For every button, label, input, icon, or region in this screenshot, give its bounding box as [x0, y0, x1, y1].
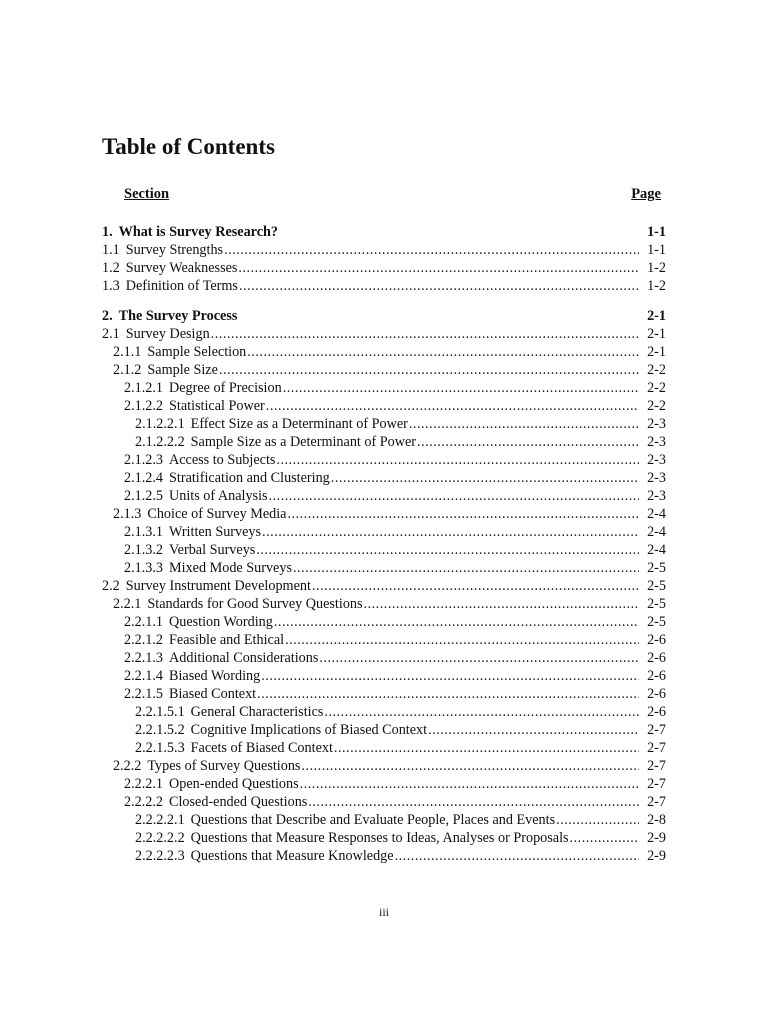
toc-entry-title: Survey Weaknesses: [125, 260, 238, 276]
toc-entry-title: Biased Wording: [169, 668, 261, 684]
toc-entry-row[interactable]: [102, 379, 666, 397]
toc-entry-title: Feasible and Ethical: [169, 632, 285, 648]
toc-entry-row[interactable]: [102, 343, 666, 361]
toc-entry-number: 2.1.2.4: [124, 470, 164, 486]
toc-entry-title: Question Wording: [169, 614, 273, 630]
toc-entry-title: General Characteristics: [190, 704, 324, 720]
toc-entry-page: 2-4: [647, 524, 666, 540]
toc-entry-page: 2-8: [647, 812, 666, 828]
page-title: Table of Contents: [102, 134, 275, 159]
toc-entry-number: 2.1.3.2: [124, 542, 164, 558]
toc-dot-leader: [285, 631, 639, 649]
toc-dot-leader: [266, 397, 639, 415]
toc-entry-page: 1-2: [647, 278, 666, 294]
toc-entry-title: Survey Design: [125, 326, 210, 342]
toc-dot-leader: [293, 559, 639, 577]
toc-dot-leader: [247, 343, 639, 361]
toc-entry-number: 2.2.1.1: [124, 614, 164, 630]
toc-entry-number: 2.1.2.2: [124, 398, 164, 414]
toc-dot-leader: [256, 541, 639, 559]
toc-entry-number: 2.1.2.1: [124, 380, 164, 396]
toc-entry-number: 2.1.3.3: [124, 560, 164, 576]
toc-entry-page: 2-5: [647, 614, 666, 630]
toc-entry-title: Facets of Biased Context: [190, 740, 333, 756]
toc-entry-row[interactable]: [102, 595, 666, 613]
toc-entry-row[interactable]: [102, 541, 666, 559]
toc-entry-number: 2.2.1.5.2: [135, 722, 185, 738]
toc-dot-leader: [308, 793, 639, 811]
toc-entry-page: 2-6: [647, 686, 666, 702]
toc-entry-number: 2.2.1.4: [124, 668, 164, 684]
toc-entry-row[interactable]: [102, 631, 666, 649]
toc-entry-row[interactable]: [102, 523, 666, 541]
toc-entry-title: Mixed Mode Surveys: [169, 560, 292, 576]
toc-entry-row[interactable]: [102, 613, 666, 631]
toc-entry-number: 2.1.3: [113, 506, 142, 522]
toc-entry-title: Effect Size as a Determinant of Power: [190, 416, 408, 432]
toc-dot-leader: [409, 415, 639, 433]
toc-entry-title: Questions that Measure Knowledge: [190, 848, 394, 864]
toc-entry-page: 2-9: [647, 848, 666, 864]
toc-entry-row[interactable]: [102, 811, 666, 829]
toc-entry-number: 2.1.2.3: [124, 452, 164, 468]
toc-dot-leader: [287, 505, 639, 523]
toc-entry-title: Questions that Measure Responses to Ideas, Analyses or Proposals: [190, 830, 569, 846]
toc-dot-leader: [257, 685, 639, 703]
toc-entry-page: 2-6: [647, 632, 666, 648]
toc-entry-row[interactable]: [102, 559, 666, 577]
toc-entry-page: 2-7: [647, 722, 666, 738]
toc-dot-leader: [334, 739, 639, 757]
toc-entry-number: 2.2.1.3: [124, 650, 164, 666]
toc-entry-page: 2-3: [647, 416, 666, 432]
toc-entry-title: Statistical Power: [169, 398, 265, 414]
toc-entry-row[interactable]: [102, 685, 666, 703]
toc-entry-page: 2-6: [647, 704, 666, 720]
toc-entry-number: 2.2.1.5.3: [135, 740, 185, 756]
toc-entry-number: 2.2.1: [113, 596, 142, 612]
toc-entry-page: 2-2: [647, 362, 666, 378]
toc-entry-row[interactable]: [102, 757, 666, 775]
toc-entry-title: Sample Size: [147, 362, 218, 378]
toc-entry-page: 2-5: [647, 596, 666, 612]
toc-entry-number: 2.2.2: [113, 758, 142, 774]
toc-entry-title: Choice of Survey Media: [147, 506, 287, 522]
toc-entry-number: 2.: [102, 308, 113, 324]
toc-entry-row[interactable]: [102, 277, 666, 295]
toc-entry-title: Degree of Precision: [169, 380, 282, 396]
toc-entry-title: Questions that Describe and Evaluate People, Places and Events: [190, 812, 556, 828]
toc-entry-row[interactable]: [102, 487, 666, 505]
toc-entry-title: Survey Strengths: [125, 242, 224, 258]
toc-dot-leader: [312, 577, 639, 595]
toc-dot-leader: [239, 277, 639, 295]
toc-entry-number: 2.2.2.2.3: [135, 848, 185, 864]
toc-entry-title: Verbal Surveys: [169, 542, 256, 558]
toc-entry-row[interactable]: [102, 847, 666, 865]
toc-dot-leader: [324, 703, 639, 721]
toc-dot-leader: [364, 595, 639, 613]
toc-entry-page: 2-3: [647, 470, 666, 486]
footer-page-number: iii: [378, 905, 389, 919]
toc-entry-title: Cognitive Implications of Biased Context: [190, 722, 428, 738]
toc-entry-row[interactable]: [102, 469, 666, 487]
toc-dot-leader: [301, 757, 639, 775]
toc-entry-page: 2-1: [647, 326, 666, 342]
toc-entry-number: 1.3: [102, 278, 120, 294]
toc-entry-number: 2.2: [102, 578, 120, 594]
toc-entry-number: 2.2.1.2: [124, 632, 164, 648]
toc-dot-leader: [417, 433, 639, 451]
toc-entry-number: 2.2.2.2.2: [135, 830, 185, 846]
toc-dot-leader: [300, 775, 639, 793]
toc-dot-leader: [570, 829, 639, 847]
toc-entry-page: 2-5: [647, 578, 666, 594]
toc-entry-row[interactable]: [102, 577, 666, 595]
toc-entry-row[interactable]: [102, 241, 666, 259]
toc-dot-leader: [276, 451, 639, 469]
toc-entry-row[interactable]: [102, 451, 666, 469]
toc-entry-title: Additional Considerations: [169, 650, 319, 666]
toc-entry-row[interactable]: [102, 433, 666, 451]
toc-entry-title: Sample Selection: [147, 344, 247, 360]
toc-entry-number: 2.2.1.5: [124, 686, 164, 702]
toc-entry-number: 2.1.2.2.2: [135, 434, 185, 450]
toc-entry-page: 2-4: [647, 506, 666, 522]
toc-entry-row[interactable]: [102, 775, 666, 793]
toc-entry-number: 1.1: [102, 242, 120, 258]
toc-entry-row[interactable]: [102, 505, 666, 523]
toc-entry-title: Units of Analysis: [169, 488, 268, 504]
toc-entry-number: 2.2.2.1: [124, 776, 164, 792]
toc-entry-row[interactable]: [102, 325, 666, 343]
toc-entry-row[interactable]: [102, 703, 666, 721]
toc-entry-number: 2.1.2: [113, 362, 142, 378]
toc-chapter-row[interactable]: [102, 223, 666, 241]
toc-dot-leader: [283, 379, 639, 397]
toc-entry-row[interactable]: [102, 361, 666, 379]
toc-entry-title: What is Survey Research?: [118, 224, 278, 240]
toc-entry-page: 2-3: [647, 488, 666, 504]
toc-entry-page: 2-2: [647, 398, 666, 414]
toc-dot-leader: [274, 613, 639, 631]
toc-entry-page: 2-2: [647, 380, 666, 396]
toc-entry-row[interactable]: [102, 829, 666, 847]
toc-entry-number: 2.1.1: [113, 344, 142, 360]
page-column-header: Page: [631, 186, 661, 202]
toc-entry-title: Sample Size as a Determinant of Power: [190, 434, 417, 450]
toc-entry-row[interactable]: [102, 397, 666, 415]
toc-entry-row[interactable]: [102, 649, 666, 667]
toc-entry-page: 2-3: [647, 434, 666, 450]
toc-entry-title: Written Surveys: [169, 524, 262, 540]
toc-entry-title: The Survey Process: [118, 308, 238, 324]
toc-dot-leader: [556, 811, 639, 829]
toc-entry-title: Closed-ended Questions: [169, 794, 308, 810]
toc-entry-title: Access to Subjects: [169, 452, 276, 468]
toc-entry-title: Stratification and Clustering: [169, 470, 330, 486]
table-of-contents: [102, 223, 666, 865]
toc-dot-leader: [269, 487, 639, 505]
toc-entry-title: Open-ended Questions: [169, 776, 299, 792]
toc-entry-row[interactable]: [102, 793, 666, 811]
toc-entry-number: 2.1: [102, 326, 120, 342]
toc-dot-leader: [224, 241, 639, 259]
toc-entry-page: 2-7: [647, 794, 666, 810]
toc-entry-page: 2-4: [647, 542, 666, 558]
toc-entry-number: 2.2.2.2.1: [135, 812, 185, 828]
toc-dot-leader: [262, 523, 639, 541]
toc-entry-number: 1.: [102, 224, 113, 240]
toc-dot-leader: [395, 847, 639, 865]
toc-entry-number: 2.1.2.2.1: [135, 416, 185, 432]
toc-entry-row[interactable]: [102, 721, 666, 739]
toc-entry-title: Definition of Terms: [125, 278, 238, 294]
toc-dot-leader: [219, 361, 639, 379]
toc-entry-row[interactable]: [102, 259, 666, 277]
toc-dot-leader: [261, 667, 639, 685]
toc-entry-row[interactable]: [102, 667, 666, 685]
toc-entry-page: 1-2: [647, 260, 666, 276]
toc-entry-page: 2-1: [647, 344, 666, 360]
toc-entry-page: 2-6: [647, 668, 666, 684]
toc-entry-number: 2.2.1.5.1: [135, 704, 185, 720]
toc-entry-number: 1.2: [102, 260, 120, 276]
toc-entry-title: Survey Instrument Development: [125, 578, 311, 594]
toc-chapter-row[interactable]: [102, 307, 666, 325]
toc-entry-title: Biased Context: [169, 686, 257, 702]
toc-entry-page: 1-1: [647, 242, 666, 258]
toc-entry-page: 2-6: [647, 650, 666, 666]
toc-entry-page: 2-5: [647, 560, 666, 576]
toc-dot-leader: [211, 325, 639, 343]
toc-entry-title: Standards for Good Survey Questions: [147, 596, 363, 612]
toc-dot-leader: [319, 649, 639, 667]
toc-entry-page: 2-7: [647, 776, 666, 792]
toc-entry-number: 2.2.2.2: [124, 794, 164, 810]
toc-entry-row[interactable]: [102, 415, 666, 433]
toc-entry-title: Types of Survey Questions: [147, 758, 301, 774]
toc-entry-row[interactable]: [102, 739, 666, 757]
toc-entry-page: 2-7: [647, 740, 666, 756]
toc-entry-page: 2-1: [647, 308, 666, 324]
toc-entry-page: 2-9: [647, 830, 666, 846]
toc-dot-leader: [238, 259, 639, 277]
toc-dot-leader: [428, 721, 639, 739]
toc-entry-number: 2.1.3.1: [124, 524, 164, 540]
section-column-header: Section: [124, 186, 170, 202]
toc-entry-page: 2-3: [647, 452, 666, 468]
toc-entry-number: 2.1.2.5: [124, 488, 164, 504]
toc-entry-page: 1-1: [647, 224, 666, 240]
toc-dot-leader: [331, 469, 639, 487]
toc-entry-page: 2-7: [647, 758, 666, 774]
